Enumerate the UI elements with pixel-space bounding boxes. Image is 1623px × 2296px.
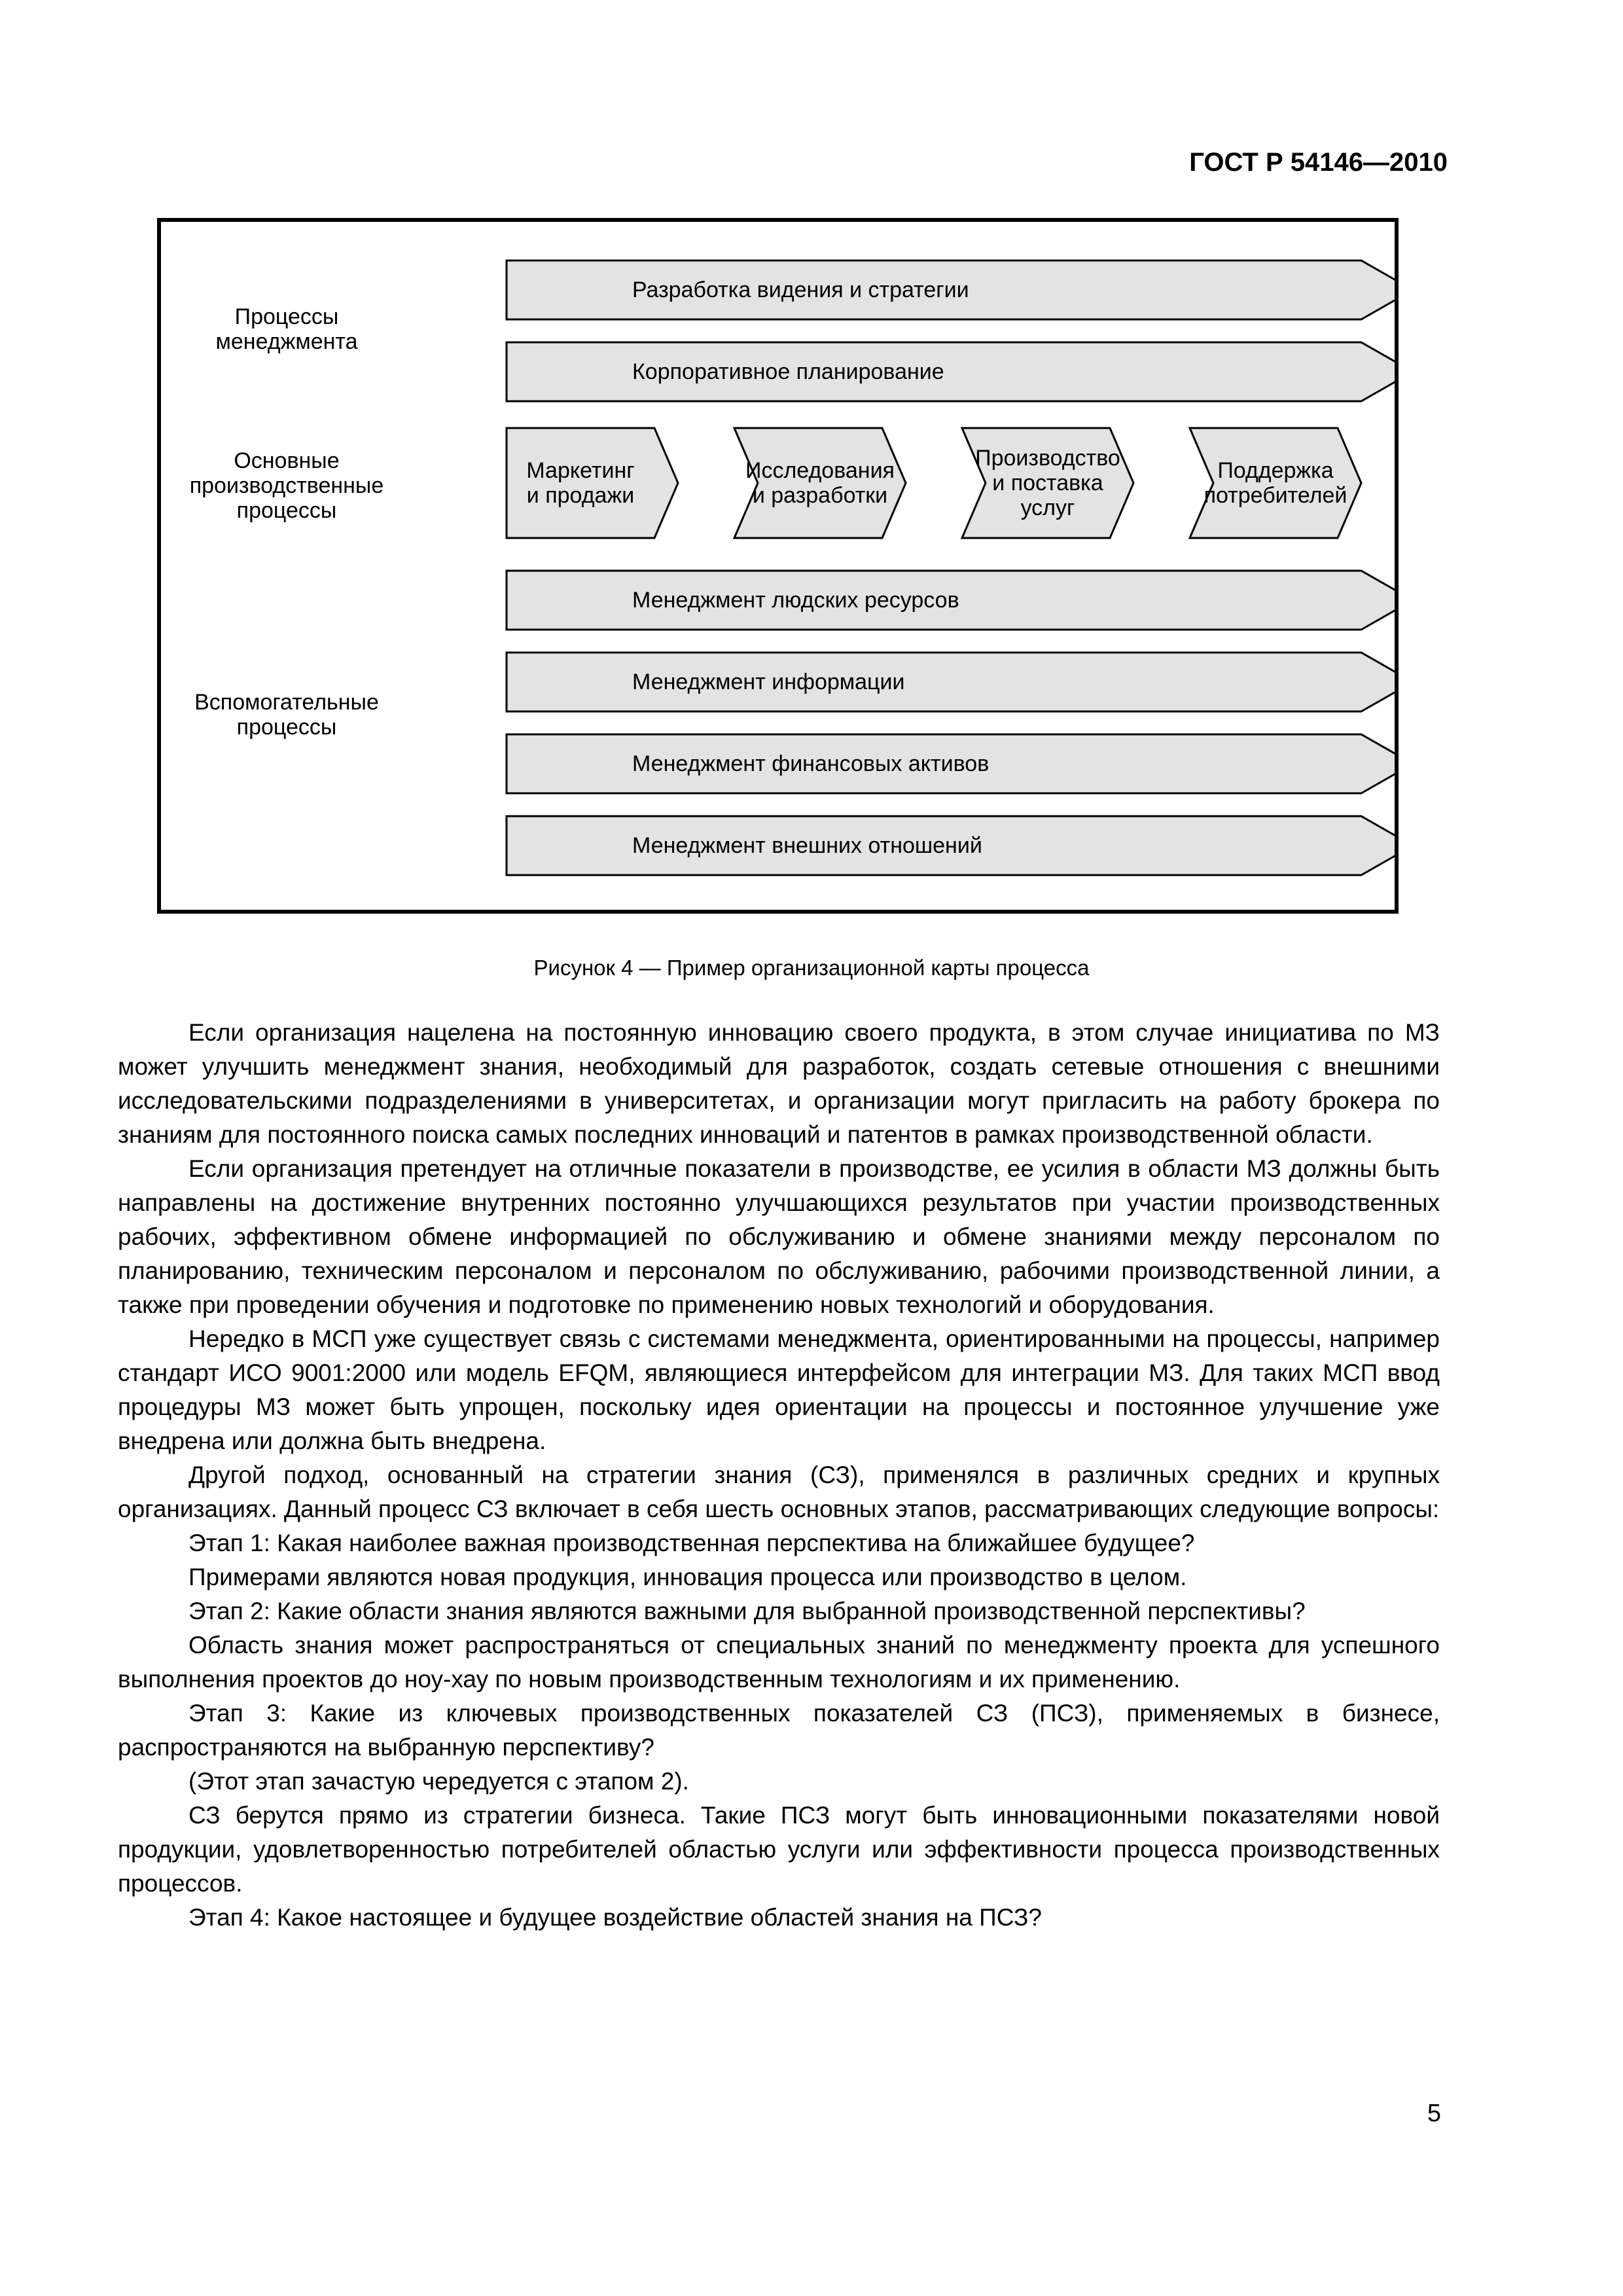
process-bar-label: Менеджмент финансовых активов	[632, 751, 990, 776]
body-paragraph: Примерами являются новая продукция, инновация процесса или производство в целом.	[188, 1564, 1187, 1590]
body-paragraph: Этап 2: Какие области знания являются важными для выбранной производственной перспективы?	[188, 1598, 1306, 1624]
document-id-header: ГОСТ Р 54146—2010	[1189, 148, 1448, 177]
body-paragraph: Если организация нацелена на постоянную инновацию своего продукта, в этом случае инициатива по МЗ может улучшить менеджмент знания, необходимый для разработок, создать сетевые отношения с внешними исследовательскими подразделениями в университетах, и организации могут пригласить на работу брокера по знаниям для постоянного поиска самых последних инноваций и патентов в рамках производственной области.	[118, 1019, 1440, 1148]
group-label-core: процессы	[236, 498, 337, 524]
body-paragraph: Если организация претендует на отличные показатели в производстве, ее усилия в области МЗ должны быть направлены на достижение внутренних постоянно улучшающихся результатов при участии производственных рабочих, эффективном обмене информацией по обслуживанию и обмене знаниями между персоналом по планированию, техническим персоналом и персоналом по обслуживанию, рабочими производственной линии, а также при проведении обучения и подготовке по применению новых технологий и оборудования.	[118, 1155, 1440, 1318]
process-map-diagram	[161, 222, 1395, 910]
body-paragraph: (Этот этап зачастую чередуется с этапом 2).	[188, 1768, 689, 1795]
figure-caption: Рисунок 4 — Пример организационной карты процесса	[533, 956, 1090, 980]
body-paragraph: Нередко в МСП уже существует связь с системами менеджмента, ориентированными на процессы, например стандарт ИСО 9001:2000 или модель EFQM, являющиеся интерфейсом для интеграции МЗ. Для таких МСП ввод процедуры МЗ может быть упрощен, поскольку идея ориентации на процессы и постоянное улучшение уже внедрена или должна быть внедрена.	[118, 1325, 1440, 1454]
core-process-label: Производство	[975, 445, 1120, 471]
group-label-core: производственные	[189, 473, 384, 498]
page-number: 5	[1427, 2100, 1441, 2127]
process-bar-label: Менеджмент внешних отношений	[632, 833, 982, 858]
group-label-support: Вспомогательные	[194, 689, 379, 715]
group-label-support: процессы	[236, 715, 337, 740]
body-paragraph: Этап 3: Какие из ключевых производственных показателей СЗ (ПСЗ), применяемых в бизнесе, распространяются на выбранную перспективу?	[118, 1700, 1440, 1761]
body-paragraph: Область знания может распространяться от специальных знаний по менеджменту проекта для успешного выполнения проектов до ноу-хау по новым производственным технологиям и их применению.	[118, 1632, 1440, 1693]
process-bar-label: Менеджмент людских ресурсов	[632, 588, 959, 613]
body-paragraph: Этап 1: Какая наиболее важная производственная перспектива на ближайшее будущее?	[188, 1530, 1195, 1556]
core-process-label: Маркетинг	[526, 457, 635, 483]
core-process-label: услуг	[1020, 495, 1075, 521]
process-bar-label: Корпоративное планирование	[632, 359, 944, 384]
body-paragraph: СЗ берутся прямо из стратегии бизнеса. Такие ПСЗ могут быть инновационными показателями новой продукции, удовлетворенностью потребителей областью услуги или эффективности процесса производственных процессов.	[118, 1802, 1440, 1897]
core-process-label: Исследования	[745, 457, 895, 483]
process-bar-label: Разработка видения и стратегии	[632, 278, 969, 302]
core-process-label: и разработки	[752, 483, 888, 509]
process-bar-label: Менеджмент информации	[632, 670, 905, 694]
core-process-label: Поддержка	[1217, 457, 1334, 483]
core-process-label: и продажи	[526, 483, 635, 509]
body-paragraph: Этап 4: Какое настоящее и будущее воздействие областей знания на ПСЗ?	[188, 1904, 1042, 1931]
body-paragraph: Другой подход, основанный на стратегии знания (СЗ), применялся в различных средних и крупных организациях. Данный процесс СЗ включает в себя шесть основных этапов, рассматривающих следующие вопросы:	[118, 1462, 1440, 1522]
process-map-figure	[157, 218, 1399, 914]
group-label-management: Процессы	[234, 304, 339, 329]
body-text	[118, 1016, 1440, 1935]
group-label-management: менеджмента	[215, 329, 358, 355]
core-process-label: потребителей	[1204, 483, 1347, 509]
group-label-core: Основные	[234, 448, 340, 473]
core-process-label: и поставка	[992, 471, 1103, 495]
